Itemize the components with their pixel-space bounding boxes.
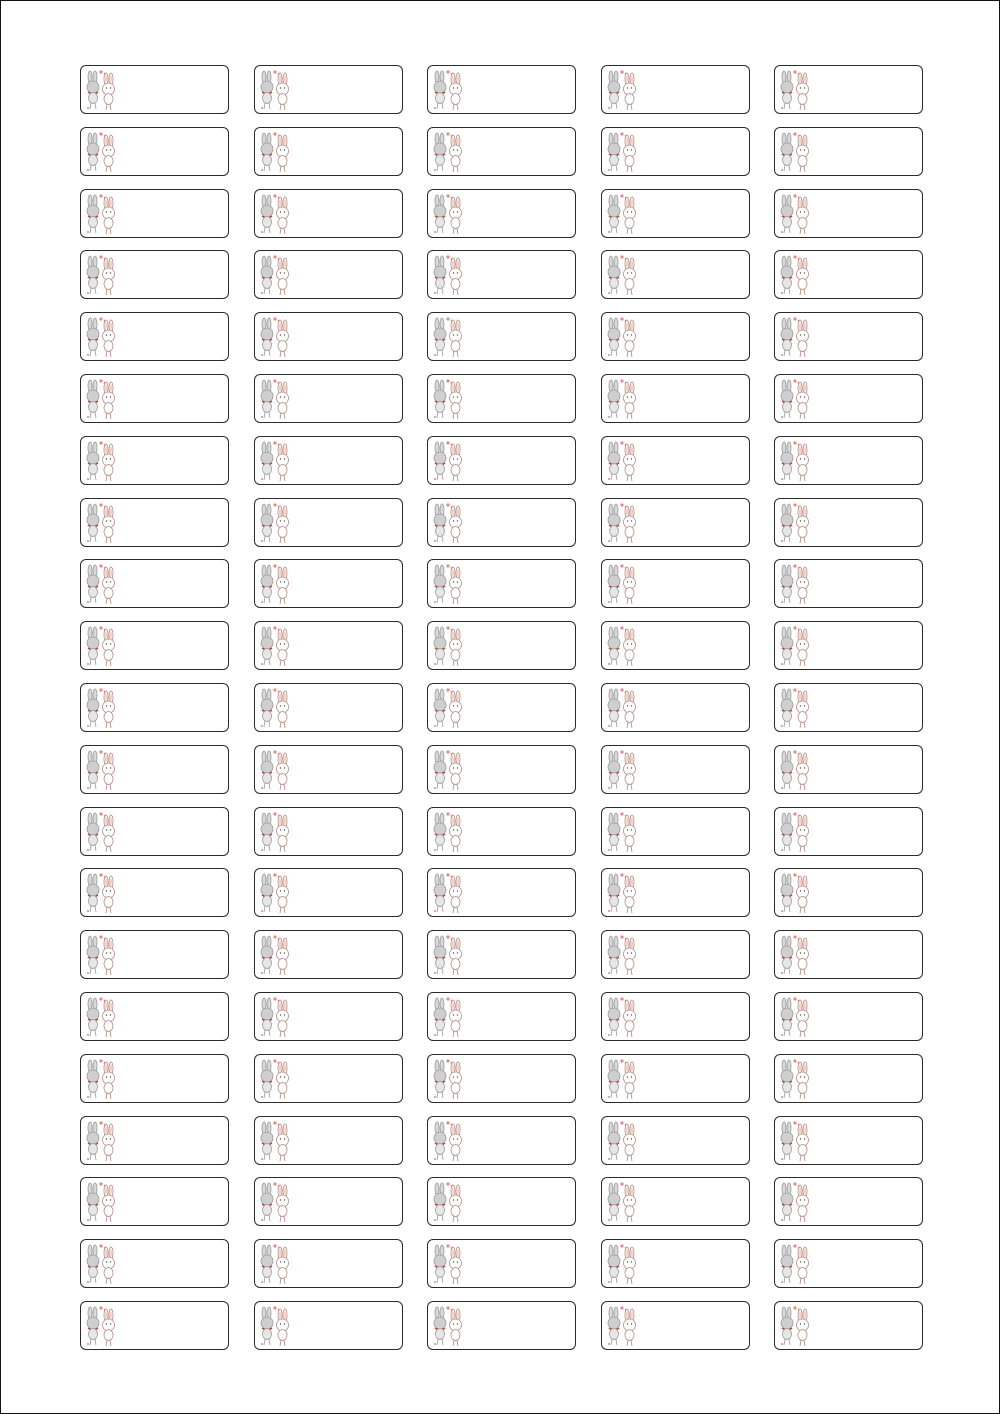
label-card [427,1177,576,1226]
label-card [601,127,750,176]
label-card [601,65,750,114]
label-card [427,868,576,917]
label-card [427,374,576,423]
label-card [601,683,750,732]
label-card [601,1054,750,1103]
label-card [601,930,750,979]
label-card [80,807,229,856]
label-card [254,1054,403,1103]
label-card [774,1054,923,1103]
label-card [427,127,576,176]
label-card [427,1054,576,1103]
label-card [80,1116,229,1165]
label-card [254,250,403,299]
label-card [427,621,576,670]
label-card [774,374,923,423]
label-card [80,1239,229,1288]
label-card [254,65,403,114]
label-card [774,65,923,114]
label-card [601,250,750,299]
label-card [601,498,750,547]
label-card [774,621,923,670]
label-card [254,498,403,547]
label-card [254,683,403,732]
label-card [601,1116,750,1165]
label-card [427,683,576,732]
label-card [254,1239,403,1288]
label-card [774,1239,923,1288]
label-card [427,930,576,979]
label-card [80,498,229,547]
label-card [254,127,403,176]
label-card [427,250,576,299]
label-card [427,312,576,361]
label-card [80,1054,229,1103]
label-card [601,1239,750,1288]
label-card [80,745,229,794]
label-card [254,992,403,1041]
label-card [254,868,403,917]
label-card [774,1301,923,1350]
label-card [427,745,576,794]
label-card [80,1301,229,1350]
label-card [601,745,750,794]
label-card [427,992,576,1041]
label-card [774,745,923,794]
label-card [774,1177,923,1226]
label-card [254,312,403,361]
label-card [601,621,750,670]
label-card [80,1177,229,1226]
label-card [80,559,229,608]
label-card [601,992,750,1041]
label-card [774,189,923,238]
label-card [774,1116,923,1165]
label-card [427,436,576,485]
label-card [80,250,229,299]
label-card [774,683,923,732]
label-card [254,374,403,423]
label-card [427,189,576,238]
label-card [254,807,403,856]
label-card [80,312,229,361]
label-card [80,930,229,979]
label-card [774,436,923,485]
label-card [427,1301,576,1350]
label-card [254,745,403,794]
label-card [254,436,403,485]
label-card [427,559,576,608]
label-card [254,1116,403,1165]
label-card [774,992,923,1041]
label-card [80,868,229,917]
label-card [80,127,229,176]
label-card [601,1177,750,1226]
label-card [601,312,750,361]
label-grid [80,65,923,1350]
label-card [427,807,576,856]
label-card [80,992,229,1041]
label-card [80,65,229,114]
label-card [601,1301,750,1350]
label-card [80,374,229,423]
label-card [601,559,750,608]
label-card [774,127,923,176]
label-card [80,436,229,485]
label-card [254,1177,403,1226]
label-card [774,498,923,547]
label-card [254,930,403,979]
label-card [427,65,576,114]
label-card [80,621,229,670]
label-card [601,807,750,856]
label-card [601,374,750,423]
label-card [254,1301,403,1350]
label-card [601,189,750,238]
label-card [254,559,403,608]
label-card [774,930,923,979]
label-card [601,868,750,917]
label-card [774,250,923,299]
label-card [427,1239,576,1288]
label-card [80,683,229,732]
label-card [774,559,923,608]
label-card [427,498,576,547]
label-card [427,1116,576,1165]
label-card [80,189,229,238]
label-card [774,312,923,361]
label-card [254,189,403,238]
label-card [774,868,923,917]
label-card [774,807,923,856]
label-card [601,436,750,485]
label-card [254,621,403,670]
